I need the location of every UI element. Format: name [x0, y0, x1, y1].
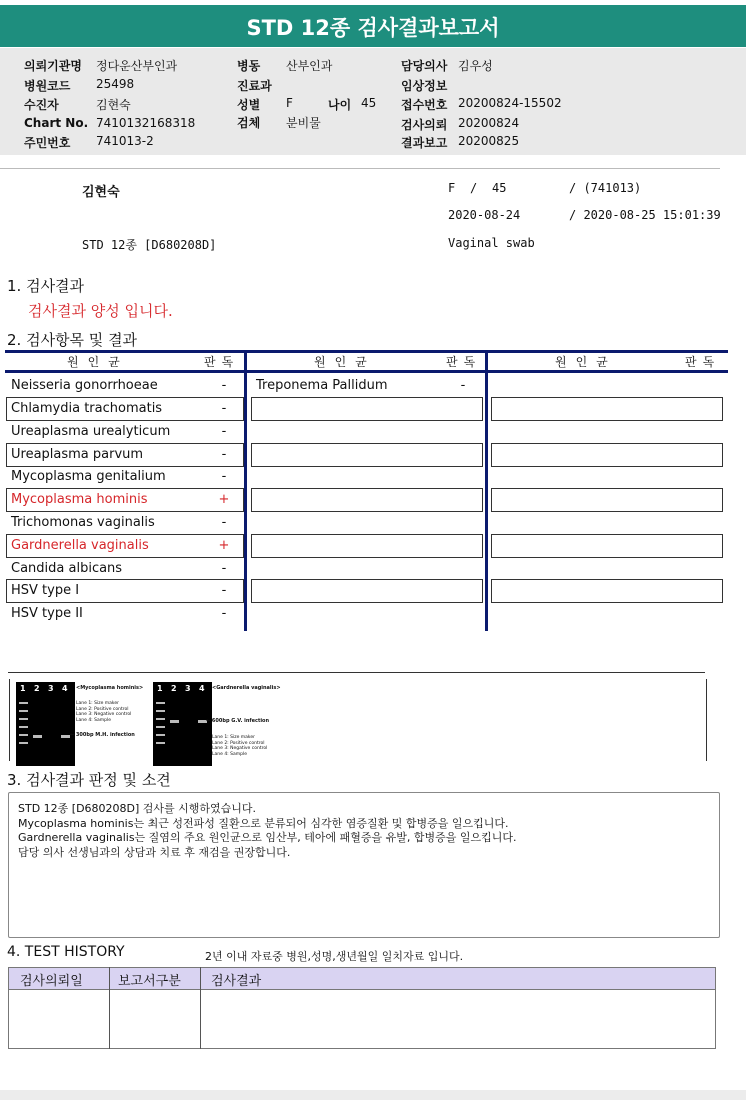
legend-line: Lane 2: Positive control [212, 740, 265, 746]
col-header-judgment: 판독 [204, 355, 240, 369]
pathogen-name: Neisseria gonorrhoeae [11, 378, 158, 393]
department-label: 진료과 [237, 79, 272, 93]
report-datetime: / 2020-08-25 15:01:39 [569, 208, 721, 222]
chart-no-value: 7410132168318 [96, 116, 196, 130]
lane-number: 3 [48, 684, 54, 693]
row-box [491, 443, 723, 467]
history-col-divider [200, 967, 201, 1049]
institution-value: 정다운산부인과 [96, 59, 178, 73]
ladder-band [156, 710, 165, 712]
opinion-line: Gardnerella vaginalis는 질염의 주요 원인균으로 임산부, 테아에 패혈증을 유발, 합병증을 일으킵니다. [18, 831, 517, 844]
row-box [491, 534, 723, 558]
requested-date-value: 20200824 [458, 116, 520, 130]
opinion-line: 담당 의사 선생님과의 상담과 치료 후 재검을 권장합니다. [18, 846, 291, 859]
pathogen-result-positive: + [218, 492, 230, 507]
request-date: 2020-08-24 [448, 208, 521, 222]
column-divider [485, 350, 488, 631]
legend-line: Lane 3: Negative control [212, 746, 268, 751]
pathogen-name: Trichomonas vaginalis [11, 515, 155, 530]
sample-band [170, 720, 179, 723]
pathogen-result: - [221, 561, 227, 576]
frame-edge [706, 679, 707, 761]
examinee-value: 김현숙 [96, 98, 131, 112]
report-title-banner: STD 12종 검사결과보고서 [0, 5, 746, 47]
ladder-band [19, 718, 28, 720]
ladder-band [19, 726, 28, 728]
ladder-band [156, 726, 165, 728]
history-col-divider [109, 967, 110, 1049]
mh-gel-legend [76, 701, 131, 723]
ladder-band [19, 702, 28, 704]
clinical-info-label: 임상정보 [401, 79, 448, 93]
history-col-header: 보고서구분 [118, 974, 181, 989]
ladder-band [156, 734, 165, 736]
gv-gel-title: <Gardnerella vaginalis> [212, 685, 281, 691]
gel-electrophoresis-image [8, 672, 705, 768]
gv-gel-image [153, 682, 212, 766]
pathogen-result: - [221, 515, 227, 530]
sample-band [33, 735, 42, 738]
sample-band [61, 735, 70, 738]
pathogen-result-positive: + [218, 538, 230, 553]
section-4-title: 4. TEST HISTORY [7, 944, 125, 960]
history-note: 2년 이내 자료중 병원,성명,생년월일 일치자료 입니다. [205, 950, 464, 963]
patient-sex: F [448, 181, 456, 195]
legend-line: Lane 4: Sample [212, 751, 247, 757]
mh-gel-title: <Mycoplasma hominis> [76, 685, 144, 691]
pathogen-name: Ureaplasma parvum [11, 447, 144, 462]
section-1-title: 1. 검사결과 [7, 277, 85, 295]
legend-line: Lane 3: Negative control [76, 712, 132, 717]
institution-label: 의뢰기관명 [24, 59, 82, 73]
row-box [251, 488, 483, 512]
row-box [251, 397, 483, 421]
lane-number: 4 [199, 684, 205, 693]
frame-edge [9, 679, 10, 761]
pathogen-name: Chlamydia trachomatis [11, 401, 163, 416]
pathogen-result: - [221, 606, 227, 621]
col-header-judgment: 판독 [446, 355, 482, 369]
test-name: STD 12종 [D680208D] [82, 238, 217, 252]
pathogen-result: - [221, 583, 227, 598]
age-value: 45 [361, 96, 377, 110]
pathogen-name-positive: Mycoplasma hominis [11, 492, 148, 507]
doctor-value: 김우성 [458, 59, 493, 73]
requested-date-label: 검사의뢰 [401, 118, 448, 132]
lane-number: 2 [34, 684, 40, 693]
section-3-title: 3. 검사결과 판정 및 소견 [7, 771, 171, 789]
lane-number: 2 [171, 684, 177, 693]
lane-number: 1 [157, 684, 163, 693]
gv-gel-annotation: ← 600bp G.V. infection [206, 718, 270, 724]
pathogen-result: - [221, 378, 227, 393]
patient-name: 김현숙 [82, 185, 120, 200]
opinion-box [8, 792, 720, 938]
row-box [491, 579, 723, 603]
legend-line: Lane 1: Size maker [76, 701, 119, 706]
mh-gel-image [16, 682, 75, 766]
overall-result: 검사결과 양성 입니다. [28, 302, 173, 320]
footer-strip [0, 1090, 746, 1100]
chart-no-label: Chart No. [24, 116, 89, 130]
divider [0, 168, 720, 169]
opinion-line: Mycoplasma hominis는 최근 성전파성 질환으로 분류되어 심각한 염증질환 및 합병증을 일으킵니다. [18, 817, 509, 830]
history-table-header [8, 967, 716, 990]
ladder-band [156, 702, 165, 704]
pathogen-result: - [221, 424, 227, 439]
column-divider [244, 350, 247, 631]
row-box [251, 534, 483, 558]
section-2-title: 2. 검사항목 및 결과 [7, 331, 138, 349]
ward-label: 병동 [237, 59, 261, 73]
col-header-judgment: 판독 [685, 355, 721, 369]
table-header-rule [5, 370, 728, 373]
specimen-type: Vaginal swab [448, 236, 535, 250]
ladder-band [156, 742, 165, 744]
doctor-label: 담당의사 [401, 59, 448, 73]
row-box [491, 488, 723, 512]
pathogen-result: - [460, 378, 466, 393]
lane-number: 1 [20, 684, 26, 693]
header-info-panel [0, 48, 746, 155]
resident-no-value: 741013-2 [96, 134, 154, 148]
pathogen-result: - [221, 401, 227, 416]
patient-dob: / (741013) [569, 181, 642, 195]
ward-value: 산부인과 [286, 59, 333, 73]
reported-date-value: 20200825 [458, 134, 520, 148]
hospital-code-value: 25498 [96, 77, 135, 91]
col-header-pathogen: 원인균 [555, 355, 617, 369]
row-box [491, 397, 723, 421]
reported-date-label: 결과보고 [401, 136, 448, 150]
receipt-no-value: 20200824-15502 [458, 96, 562, 110]
col-header-pathogen: 원인균 [67, 355, 129, 369]
ladder-band [19, 742, 28, 744]
ladder-band [156, 718, 165, 720]
pathogen-name: Mycoplasma genitalium [11, 469, 166, 484]
pathogen-name: Treponema Pallidum [256, 378, 388, 393]
specimen-label: 검체 [237, 116, 261, 130]
mh-gel-annotation: ← 300bp M.H. infection [70, 732, 135, 738]
col-header-pathogen: 원인균 [314, 355, 376, 369]
row-box [251, 443, 483, 467]
legend-line: Lane 2: Positive control [76, 706, 129, 712]
pathogen-result: - [221, 469, 227, 484]
row-box [251, 579, 483, 603]
ladder-band [19, 734, 28, 736]
legend-line: Lane 1: Size maker [212, 735, 255, 740]
examinee-label: 수진자 [24, 98, 59, 112]
lane-number: 3 [185, 684, 191, 693]
pathogen-name-positive: Gardnerella vaginalis [11, 538, 149, 553]
resident-no-label: 주민번호 [24, 136, 71, 150]
history-table-body [8, 989, 716, 1049]
pathogen-name: HSV type I [11, 583, 80, 598]
specimen-value: 분비물 [286, 116, 321, 130]
legend-line: Lane 4: Sample [76, 717, 111, 723]
sex-label: 성별 [237, 98, 261, 112]
ladder-band [19, 710, 28, 712]
sex-value: F [286, 96, 293, 110]
history-col-header: 검사결과 [211, 974, 262, 989]
opinion-line: STD 12종 [D680208D] 검사를 시행하였습니다. [18, 802, 257, 815]
lane-number: 4 [62, 684, 68, 693]
pathogen-name: Candida albicans [11, 561, 123, 576]
receipt-no-label: 접수번호 [401, 98, 448, 112]
age-label: 나이 [328, 98, 352, 112]
gv-gel-legend [212, 735, 267, 757]
patient-age: 45 [492, 181, 507, 195]
pathogen-name: HSV type II [11, 606, 83, 621]
separator: / [470, 181, 478, 195]
hospital-code-label: 병원코드 [24, 79, 71, 93]
pathogen-name: Ureaplasma urealyticum [11, 424, 171, 439]
history-col-header: 검사의뢰일 [20, 974, 83, 989]
pathogen-result: - [221, 447, 227, 462]
